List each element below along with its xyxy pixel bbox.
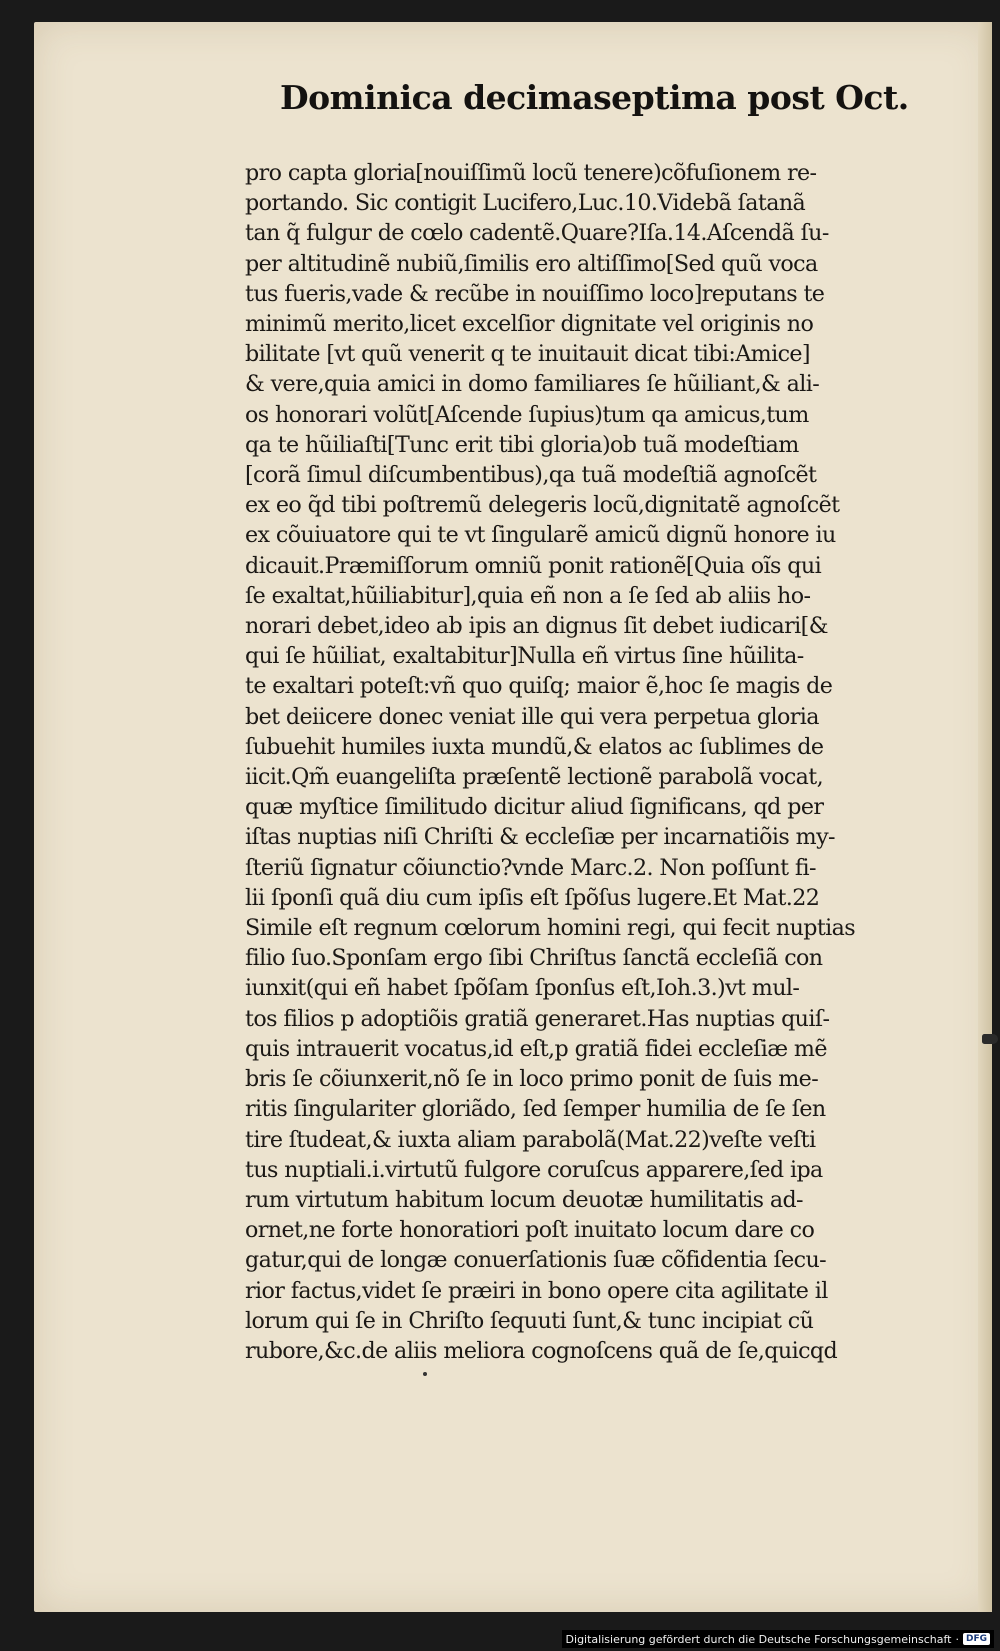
- text-line: Simile eſt regnum cœlorum homini regi, qui fecit nuptias: [245, 915, 856, 942]
- text-line: rum virtutum habitum locum deuotæ humilitatis ad-: [245, 1186, 803, 1213]
- text-line: ſe exaltat,hũiliabitur],quia eñ non a ſe ſed ab aliis ho-: [245, 582, 811, 609]
- text-line: qui ſe hũiliat, exaltabitur]Nulla eñ virtus ſine hũilita-: [245, 643, 804, 670]
- text-line: & vere,quia amici in domo familiares ſe hũiliant,& ali-: [245, 371, 820, 398]
- body-text: [245, 158, 925, 1366]
- text-line: norari debet,ideo ab ipis an dignus ſit debet iudicari[&: [245, 613, 828, 640]
- text-line: os honorari volũt[Aſcende ſupius)tum qa amicus,tum: [245, 401, 809, 428]
- text-line: iicit.Qm̃ euangeliſta præſentẽ lectionẽ parabolã vocat,: [245, 764, 824, 791]
- text-line: tan q̃ fulgur de cœlo cadentẽ.Quare?Iſa.14.Aſcendã ſu-: [245, 220, 829, 247]
- text-line: pro capta gloria[nouiſſimũ locũ tenere)cõfuſionem re-: [245, 160, 817, 186]
- running-title: Dominica decimaseptima post Oct.: [280, 78, 909, 117]
- text-line: per altitudinẽ nubiũ,ſimilis ero altiſſimo[Sed quũ voca: [245, 250, 818, 277]
- text-line: iſtas nuptias niſi Chriſti & eccleſiæ per incarnatiõis my-: [245, 824, 835, 851]
- text-line: rubore,&c.de aliis meliora cognoſcens quã de ſe,quicqd: [245, 1337, 838, 1364]
- text-line: gatur,qui de longæ conuerſationis ſuæ cõfidentia ſecu-: [245, 1247, 827, 1274]
- text-line: lorum qui ſe in Chriſto ſequuti ſunt,& tunc incipiat cũ: [245, 1307, 814, 1334]
- text-line: minimũ merito,licet excelſior dignitate vel originis no: [245, 311, 814, 338]
- text-line: bris ſe cõiunxerit,nõ ſe in loco primo ponit de ſuis me-: [245, 1066, 819, 1093]
- page-edge: [978, 22, 992, 1612]
- text-line: ex eo q̃d tibi poſtremũ delegeris locũ,dignitatẽ agnoſcẽt: [245, 492, 840, 519]
- text-line: quis intrauerit vocatus,id eſt,p gratiã fidei eccleſiæ mẽ: [245, 1035, 827, 1062]
- text-line: [corã ſimul diſcumbentibus),qa tuã modeſtiã agnoſcẽt: [245, 462, 817, 489]
- text-line: te exaltari poteſt:vñ quo quiſq; maior ẽ,hoc ſe magis de: [245, 673, 833, 700]
- separator-dot: ·: [955, 1632, 959, 1646]
- text-line: ornet,ne forte honoratiori poſt inuitato locum dare co: [245, 1217, 815, 1244]
- text-line: bilitate [vt quũ venerit q te inuitauit dicat tibi:Amice]: [245, 341, 810, 368]
- text-line: lii ſponſi quã diu cum ipſis eſt ſpõſus lugere.Et Mat.22: [245, 884, 820, 911]
- funding-text: Digitalisierung gefördert durch die Deutsche Forschungsgemeinschaft: [565, 1632, 952, 1646]
- text-line: qa te hũiliaſti[Tunc erit tibi gloria)ob tuã modeſtiam: [245, 431, 799, 458]
- text-line: tire ſtudeat,& iuxta aliam parabolã(Mat.22)veſte veſti: [245, 1126, 816, 1153]
- text-line: quæ myſtice ſimilitudo dicitur aliud ſignificans, qd per: [245, 794, 824, 821]
- text-line: iunxit(qui eñ habet ſpõſam ſponſus eſt,Ioh.3.)vt mul-: [245, 975, 800, 1002]
- text-line: portando. Sic contigit Lucifero,Luc.10.Videbã ſatanã: [245, 190, 806, 217]
- text-line: tus nuptiali.i.virtutũ fulgore coruſcus apparere,ſed ipa: [245, 1156, 823, 1183]
- text-line: ſubuehit humiles iuxta mundũ,& elatos ac ſublimes de: [245, 733, 824, 760]
- text-line: tos filios p adoptiõis gratiã generaret.Has nuptias quiſ-: [245, 1005, 830, 1032]
- text-line: ritis ſingulariter gloriãdo, ſed ſemper humilia de ſe ſen: [245, 1096, 826, 1123]
- text-line: ex cõuiuatore qui te vt ſingularẽ amicũ dignũ honore iu: [245, 522, 836, 549]
- text-line: bet deiicere donec veniat ille qui vera perpetua gloria: [245, 703, 819, 730]
- text-line: rior factus,videt ſe præiri in bono opere cita agilitate il: [245, 1277, 828, 1304]
- ink-speck: [423, 1372, 427, 1376]
- text-line: tus fueris,vade & recũbe in nouiſſimo loco]reputans te: [245, 280, 825, 307]
- text-line: filio ſuo.Sponſam ergo ſibi Chriſtus ſanctã eccleſiã con: [245, 945, 823, 972]
- funding-banner: [562, 1630, 994, 1648]
- margin-mark: [982, 1034, 998, 1044]
- text-line: dicauit.Præmiſſorum omniũ ponit rationẽ[Quia oĩs qui: [245, 552, 822, 579]
- text-line: ſteriũ ſignatur cõiunctio?vnde Marc.2. Non poſſunt fi-: [245, 854, 816, 881]
- dfg-logo: DFG: [963, 1633, 990, 1645]
